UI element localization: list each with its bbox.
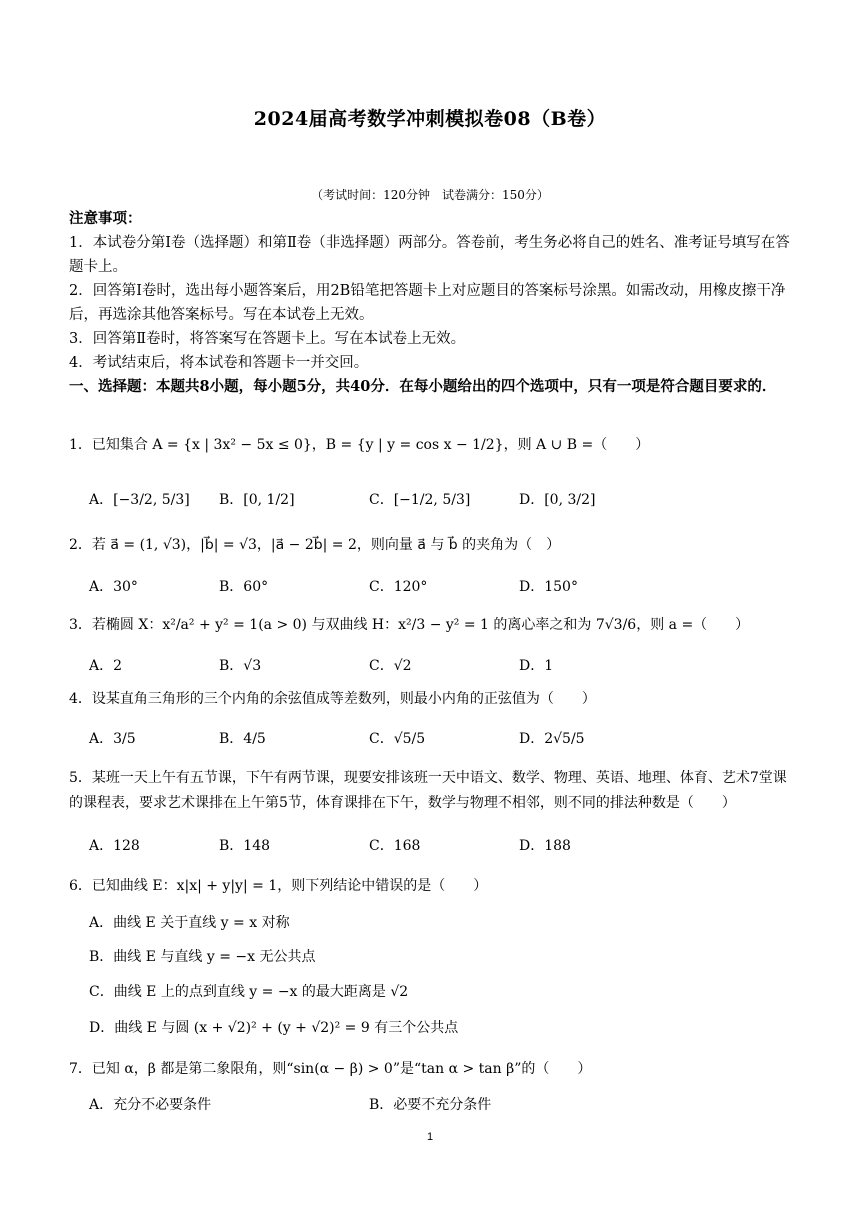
option-c: C．曲线 E 上的点到直线 y = −x 的最大距离是 √2 [89, 984, 409, 1000]
notice-item: 2．回答第Ⅰ卷时，选出每小题答案后，用2B铅笔把答题卡上对应题目的答案标号涂黑。如需改动，用橡皮擦干净后，再选涂其他答案标号。写在本试卷上无效。 [69, 283, 786, 323]
question-1-stem: 1．已知集合 A = {x | 3x² − 5x ≤ 0}，B = {y | y = cos x − 1/2}，则 A ∪ B =（ ） [69, 437, 650, 453]
question-2-options [89, 576, 789, 602]
option-a: A．充分不必要条件 [89, 1097, 212, 1113]
exam-title: 2024届高考数学冲刺模拟卷08（B卷） [253, 108, 607, 130]
question-5-options [89, 835, 789, 861]
option-b: B．√3 [219, 658, 262, 674]
option-b: B．4/5 [219, 731, 266, 747]
question-3-options [89, 655, 789, 681]
option-b: B．60° [219, 579, 269, 595]
option-d: D．150° [519, 579, 578, 595]
question-1-options [89, 489, 789, 515]
option-c: C．120° [369, 579, 428, 595]
option-b: B．必要不充分条件 [369, 1097, 492, 1113]
notice-item: 4．考试结束后，将本试卷和答题卡一并交回。 [69, 355, 369, 371]
option-b: B．曲线 E 与直线 y = −x 无公共点 [89, 949, 316, 965]
option-d: D．188 [519, 838, 571, 854]
question-7-stem: 7．已知 α，β 都是第二象限角，则“sin(α − β) > 0”是“tan α > tan β”的（ ） [69, 1061, 592, 1077]
notice-item: 3．回答第Ⅱ卷时，将答案写在答题卡上。写在本试卷上无效。 [69, 331, 466, 347]
option-a: A．3/5 [89, 731, 136, 747]
option-b: B．148 [219, 838, 271, 854]
question-4-options [89, 728, 789, 754]
option-a: A．[−3/2, 5/3] [89, 492, 190, 508]
exam-subtitle: （考试时间：120分钟 试卷满分：150分） [311, 188, 549, 202]
question-5-stem: 5．某班一天上午有五节课，下午有两节课，现要安排该班一天中语文、数学、物理、英语、地理、体育、艺术7堂课的课程表，要求艺术课排在上午第5节，体育课排在下午，数学与物理不相邻，则不同的排法种数是（ ） [69, 770, 787, 811]
option-a: A．2 [89, 658, 123, 674]
option-a: A．曲线 E 关于直线 y = x 对称 [89, 915, 290, 931]
section-heading: 一、选择题：本题共8小题，每小题5分，共40分．在每小题给出的四个选项中，只有一项是符合题目要求的． [69, 378, 777, 395]
option-d: D．曲线 E 与圆 (x + √2)² + (y + √2)² = 9 有三个公共点 [89, 1020, 459, 1036]
option-a: A．30° [89, 579, 138, 595]
option-b: B．[0, 1/2] [219, 492, 295, 508]
question-6-stem: 6．已知曲线 E：x|x| + y|y| = 1，则下列结论中错误的是（ ） [69, 878, 488, 894]
page-number: 1 [426, 1131, 434, 1143]
option-d: D．1 [519, 658, 554, 674]
option-c: C．168 [369, 838, 421, 854]
option-d: D．2√5/5 [519, 731, 585, 747]
option-d: D．[0, 3/2] [519, 492, 596, 508]
question-2-stem: 2．若 a⃗ = (1, √3)，|b⃗| = √3，|a⃗ − 2b⃗| = 2，则向量 a⃗ 与 b⃗ 的夹角为（ ） [69, 537, 561, 553]
question-7-options [89, 1094, 789, 1120]
option-c: C．√2 [369, 658, 412, 674]
question-3-stem: 3．若椭圆 X：x²/a² + y² = 1(a > 0) 与双曲线 H：x²/3 − y² = 1 的离心率之和为 7√3/6，则 a =（ ） [69, 617, 750, 633]
option-c: C．[−1/2, 5/3] [369, 492, 471, 508]
question-4-stem: 4．设某直角三角形的三个内角的余弦值成等差数列，则最小内角的正弦值为（ ） [69, 691, 596, 707]
notice-section [69, 207, 794, 399]
notice-header: 注意事项： [69, 210, 142, 227]
option-c: C．√5/5 [369, 731, 426, 747]
notice-item: 1．本试卷分第Ⅰ卷（选择题）和第Ⅱ卷（非选择题）两部分。答卷前，考生务必将自己的姓名、准考证号填写在答题卡上。 [69, 235, 790, 275]
option-a: A．128 [89, 838, 140, 854]
